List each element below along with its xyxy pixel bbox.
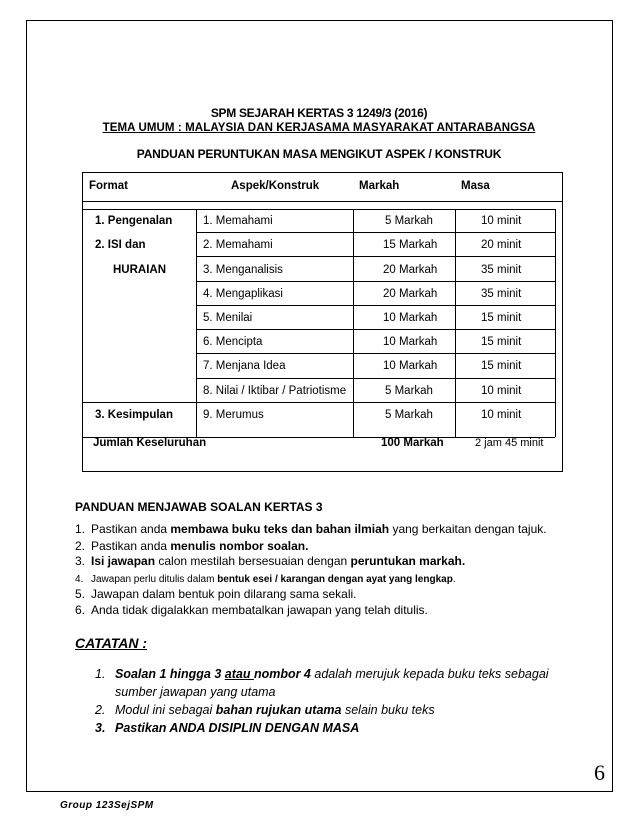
markah-7: 10 Markah	[383, 360, 438, 372]
markah-6: 10 Markah	[383, 336, 438, 348]
panduan-item-6: 6. Anda tidak digalakkan membatalkan jawapan yang telah ditulis.	[75, 603, 428, 617]
panduan-item-2: 2. Pastikan anda menulis nombor soalan.	[75, 539, 309, 553]
table-title: PANDUAN PERUNTUKAN MASA MENGIKUT ASPEK / KONSTRUK	[136, 147, 502, 161]
panduan-item-4: 4. Jawapan perlu ditulis dalam bentuk esei / karangan dengan ayat yang lengkap.	[75, 574, 456, 585]
masa-1: 10 minit	[481, 215, 522, 227]
aspek-5: 5. Menilai	[203, 312, 253, 324]
markah-5: 10 Markah	[383, 312, 438, 324]
markah-1: 5 Markah	[385, 215, 433, 227]
aspek-3: 3. Menganalisis	[203, 264, 283, 276]
aspek-1: 1. Memahami	[203, 215, 273, 227]
format-pengenalan: 1. Pengenalan	[95, 215, 173, 227]
format-huraian: HURAIAN	[113, 264, 167, 276]
markah-8: 5 Markah	[385, 385, 433, 397]
markah-2: 15 Markah	[383, 239, 438, 251]
footer-text: Group 123SejSPM	[60, 800, 154, 811]
document-theme: TEMA UMUM : MALAYSIA DAN KERJASAMA MASYARAKAT ANTARABANGSA	[102, 122, 536, 134]
aspek-6: 6. Mencipta	[203, 336, 263, 348]
table-header	[83, 173, 562, 202]
masa-4: 35 minit	[481, 288, 522, 300]
format-kesimpulan: 3. Kesimpulan	[95, 409, 173, 421]
catatan-note-1: 1. Soalan 1 hingga 3 atau nombor 4 adalah merujuk kepada buku teks sebagai	[95, 667, 549, 681]
masa-5: 15 minit	[481, 312, 522, 324]
total-markah: 100 Markah	[381, 437, 444, 449]
catatan-title: CATATAN :	[75, 635, 148, 651]
aspek-4: 4. Mengaplikasi	[203, 288, 283, 300]
masa-2: 20 minit	[481, 239, 522, 251]
markah-4: 20 Markah	[383, 288, 438, 300]
total-masa: 2 jam 45 minit	[475, 437, 544, 449]
total-label: Jumlah Keseluruhan	[93, 437, 207, 449]
markah-9: 5 Markah	[385, 409, 433, 421]
format-isi: 2. ISI dan	[95, 239, 146, 251]
aspek-7: 7. Menjana Idea	[203, 360, 286, 372]
document-title: SPM SEJARAH KERTAS 3 1249/3 (2016)	[210, 106, 428, 120]
panduan-item-1: 1. Pastikan anda membawa buku teks dan bahan ilmiah yang berkaitan dengan tajuk.	[75, 522, 547, 536]
header-markah: Markah	[359, 180, 400, 192]
masa-8: 10 minit	[481, 385, 522, 397]
panduan-title: PANDUAN MENJAWAB SOALAN KERTAS 3	[75, 500, 323, 514]
catatan-note-1-cont: sumber jawapan yang utama	[115, 685, 276, 699]
markah-3: 20 Markah	[383, 264, 438, 276]
aspek-9: 9. Merumus	[203, 409, 264, 421]
masa-6: 15 minit	[481, 336, 522, 348]
masa-7: 15 minit	[481, 360, 522, 372]
catatan-note-2: 2. Modul ini sebagai bahan rujukan utama selain buku teks	[95, 703, 435, 717]
panduan-item-5: 5. Jawapan dalam bentuk poin dilarang sama sekali.	[75, 587, 357, 601]
catatan-note-3: 3. Pastikan ANDA DISIPLIN DENGAN MASA	[95, 721, 360, 735]
header-format: Format	[89, 180, 128, 192]
masa-3: 35 minit	[481, 264, 522, 276]
masa-9: 10 minit	[481, 409, 522, 421]
time-allocation-table	[82, 172, 563, 472]
page-number: 6	[594, 760, 605, 785]
header-aspek: Aspek/Konstruk	[231, 180, 320, 192]
header-masa: Masa	[461, 180, 490, 192]
aspek-8: 8. Nilai / Iktibar / Patriotisme	[203, 385, 347, 397]
aspek-2: 2. Memahami	[203, 239, 273, 251]
panduan-item-3: 3. Isi jawapan calon mestilah bersesuaian dengan peruntukan markah.	[75, 554, 466, 568]
